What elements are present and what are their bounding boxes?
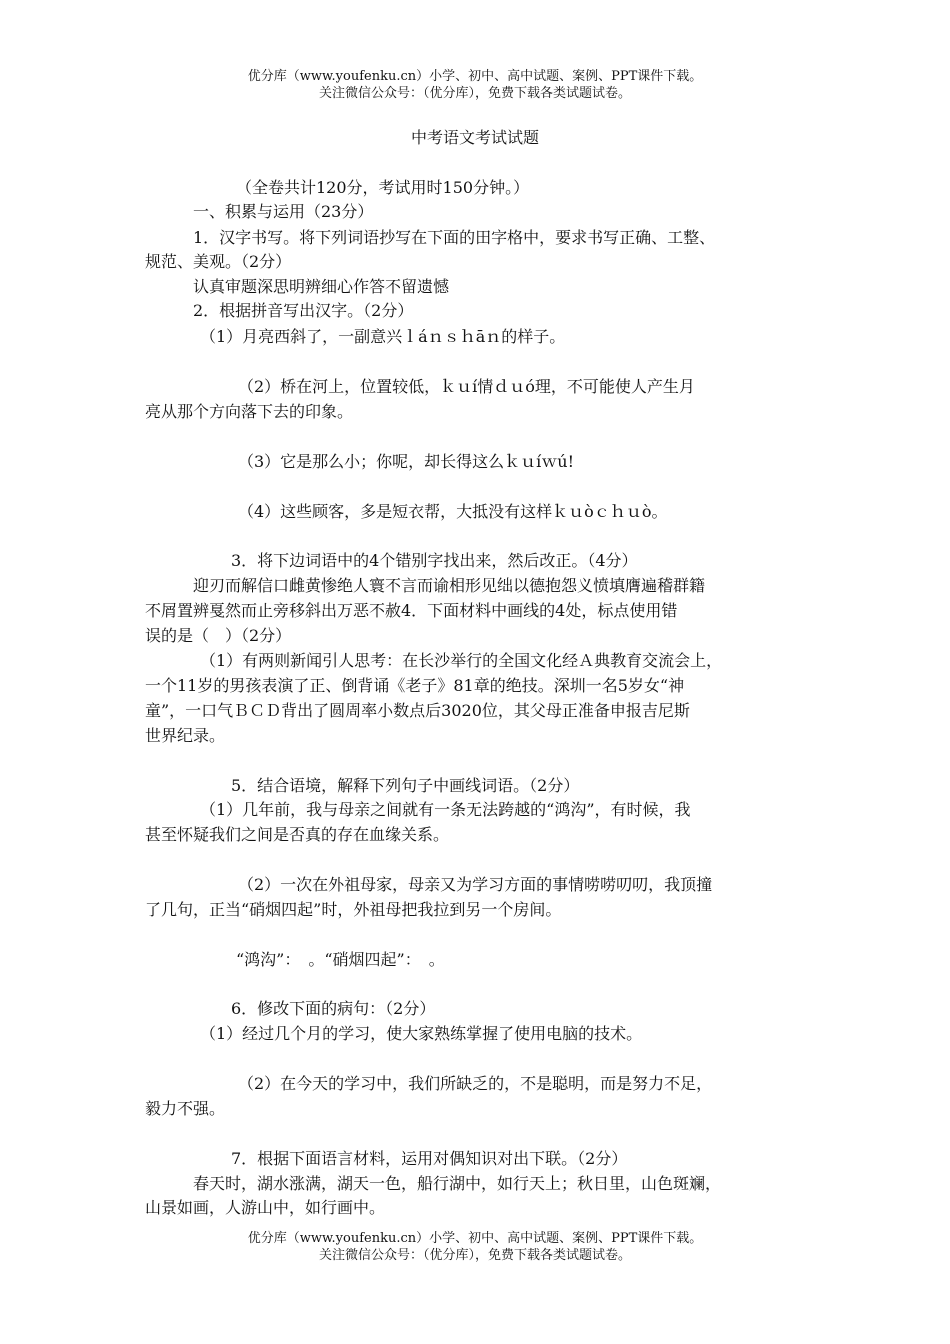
question-7: 7．根据下面语言材料，运用对偶知识对出下联。（2分） bbox=[231, 1149, 628, 1168]
question-5-item-1: （1）几年前，我与母亲之间就有一条无法跨越的“鸿沟”，有时候，我 bbox=[200, 800, 691, 819]
footer-line-2: 关注微信公众号：（优分库），免费下载各类试题试卷。 bbox=[318, 1248, 631, 1263]
question-2-item-2-cont: 亮从那个方向落下去的印象。 bbox=[145, 402, 354, 421]
question-2-item-4: （4）这些顾客，多是短衣帮，大抵没有这样ｋｕòｃｈｕò。 bbox=[238, 502, 668, 521]
question-3-words: 迎刃而解信口雌黄惨绝人寰不言而谕相形见绌以德抱怨义愤填膺遍稽群籍 bbox=[193, 576, 706, 595]
section-heading: 一、积累与运用（23分） bbox=[193, 202, 374, 221]
question-5: 5．结合语境，解释下列句子中画线词语。（2分） bbox=[231, 776, 580, 795]
question-2-item-3: （3）它是那么小；你呢，却长得这么ｋｕíｗú! bbox=[238, 452, 575, 471]
footer-line-1: 优分库（www.youfenku.cn）小学、初中、高中试题、案例、PPT课件下载。 bbox=[247, 1231, 703, 1246]
header-line-1: 优分库（www.youfenku.cn）小学、初中、高中试题、案例、PPT课件下载。 bbox=[247, 69, 703, 84]
question-6: 6．修改下面的病句：（2分） bbox=[231, 999, 436, 1018]
question-4-cont: 误的是（ ）（2分） bbox=[145, 626, 292, 645]
question-6-item-1: （1）经过几个月的学习，使大家熟练掌握了使用电脑的技术。 bbox=[200, 1024, 643, 1043]
question-6-item-2: （2）在今天的学习中，我们所缺乏的，不是聪明，而是努力不足， bbox=[238, 1074, 713, 1093]
question-5-item-2-cont: 了几句，正当“硝烟四起”时，外祖母把我拉到另一个房间。 bbox=[145, 900, 562, 919]
question-5-answer: “鸿沟”： 。“硝烟四起”： 。 bbox=[236, 950, 445, 969]
question-7-material-cont: 山景如画，人游山中，如行画中。 bbox=[145, 1198, 386, 1217]
question-4-material-cont: 世界纪录。 bbox=[145, 726, 226, 745]
question-4-material-cont: 童”，一口气ＢＣＤ背出了圆周率小数点后3020位，其父母正准备申报吉尼斯 bbox=[145, 701, 690, 720]
question-3: 3．将下边词语中的4个错别字找出来，然后改正。（4分） bbox=[231, 551, 638, 570]
question-1-cont: 规范、美观。（2分） bbox=[145, 252, 292, 271]
question-2-item-1: （1）月亮西斜了，一副意兴ｌáｎｓｈāｎ的样子。 bbox=[200, 327, 566, 346]
header-line-2: 关注微信公众号：（优分库），免费下载各类试题试卷。 bbox=[318, 86, 631, 101]
question-2-item-2: （2）桥在河上，位置较低，ｋｕí情ｄｕó理，不可能使人产生月 bbox=[238, 377, 695, 396]
question-5-item-1-cont: 甚至怀疑我们之间是否真的存在血缘关系。 bbox=[145, 825, 450, 844]
question-4-material: （1）有两则新闻引人思考：在长沙举行的全国文化经Ａ典教育交流会上， bbox=[200, 651, 723, 670]
question-3-words-cont: 不屑置辨戛然而止旁移斜出万恶不赦4．下面材料中画线的4处，标点使用错 bbox=[145, 601, 678, 620]
question-4-material-cont: 一个11岁的男孩表演了正、倒背诵《老子》81章的绝技。深圳一名5岁女“神 bbox=[145, 676, 685, 695]
question-1: 1．汉字书写。将下列词语抄写在下面的田字格中，要求书写正确、工整、 bbox=[193, 228, 716, 247]
question-1-words: 认真审题深思明辨细心作答不留遗憾 bbox=[193, 277, 450, 296]
question-5-item-2: （2）一次在外祖母家，母亲又为学习方面的事情唠唠叨叨，我顶撞 bbox=[238, 875, 713, 894]
question-6-item-2-cont: 毅力不强。 bbox=[145, 1099, 226, 1118]
exam-info: （全卷共计120分，考试用时150分钟。） bbox=[236, 178, 530, 197]
question-2: 2．根据拼音写出汉字。（2分） bbox=[193, 301, 414, 320]
question-7-material: 春天时，湖水涨满，湖天一色，船行湖中，如行天上；秋日里，山色斑斓， bbox=[193, 1174, 722, 1193]
page-title: 中考语文考试试题 bbox=[410, 128, 539, 147]
